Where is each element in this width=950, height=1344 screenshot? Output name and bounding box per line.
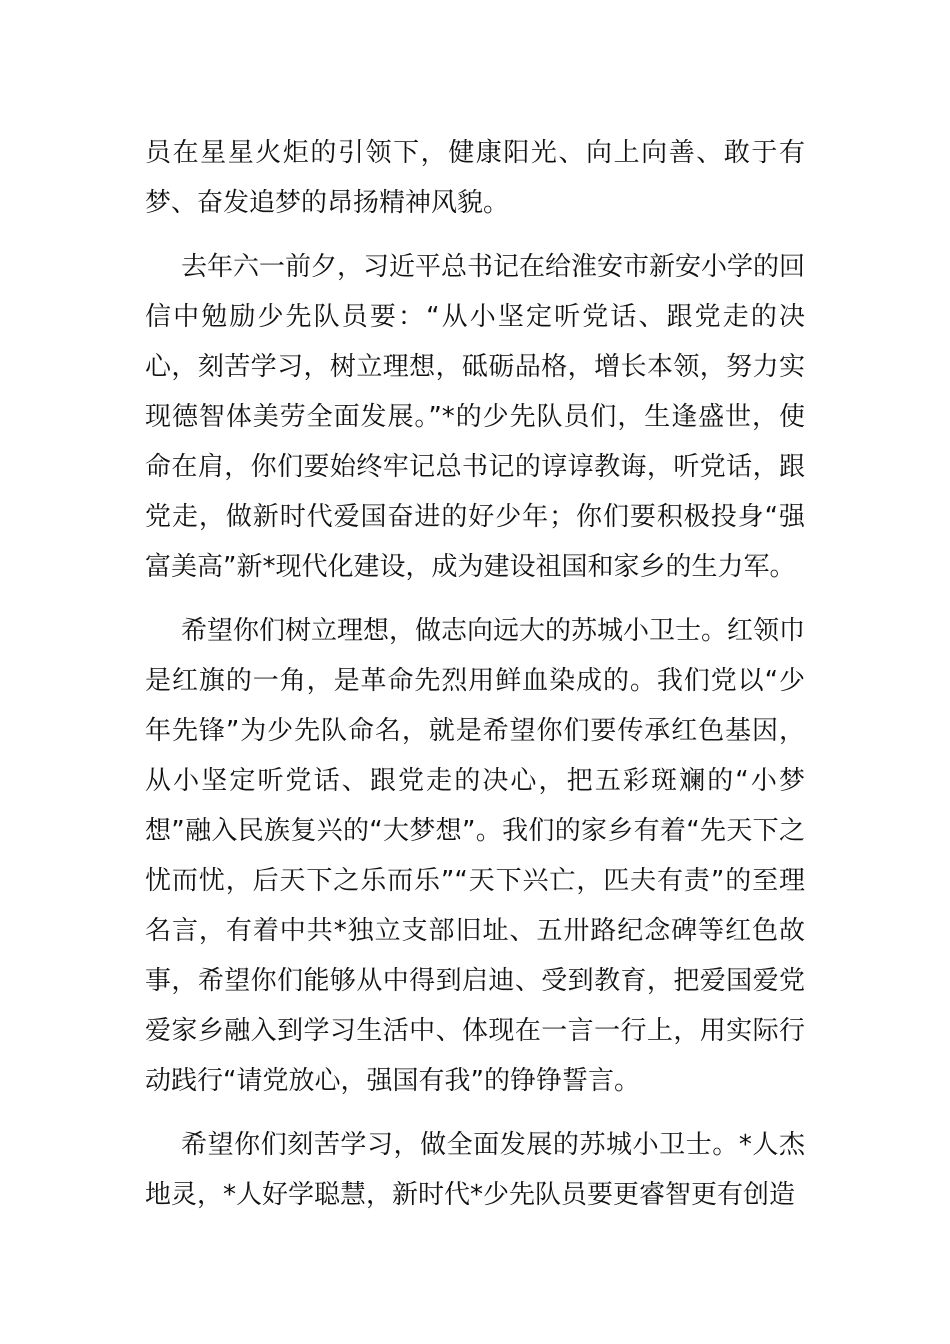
document-body bbox=[145, 128, 805, 1234]
paragraph: 员在星星火炬的引领下，健康阳光、向上向善、敢于有梦、奋发追梦的昂扬精神风貌。 bbox=[145, 138, 805, 218]
paragraph: 希望你们树立理想，做志向远大的苏城小卫士。红领巾是红旗的一角，是革命先烈用鲜血染成的。我们党以“少年先锋”为少先队命名，就是希望你们要传承红色基因，从小坚定听党话、跟党走的决心，把五彩斑斓的“小梦想”融入民族复兴的“大梦想”。我们的家乡有着“先天下之忧而忧，后天下之乐而乐”“天下兴亡，匹夫有责”的至理名言，有着中共*独立支部旧址、五卅路纪念碑等红色故事，希望你们能够从中得到启迪、受到教育，把爱国爱党爱家乡融入到学习生活中、体现在一言一行上，用实际行动践行“请党放心，强国有我”的铮铮誓言。 bbox=[145, 616, 806, 1096]
paragraph: 希望你们刻苦学习，做全面发展的苏城小卫士。*人杰地灵，*人好学聪慧，新时代*少先队员要更睿智更有创造 bbox=[145, 1130, 805, 1210]
paragraph: 去年六一前夕，习近平总书记在给淮安市新安小学的回信中勉励少先队员要：“从小坚定听党话、跟党走的决心，刻苦学习，树立理想，砥砺品格，增长本领，努力实现德智体美劳全面发展。”*的少先队员们，生逢盛世，使命在肩，你们要始终牢记总书记的谆谆教诲，听党话，跟党走，做新时代爱国奋进的好少年；你们要积极投身“强富美高”新*现代化建设，成为建设祖国和家乡的生力军。 bbox=[145, 252, 806, 582]
